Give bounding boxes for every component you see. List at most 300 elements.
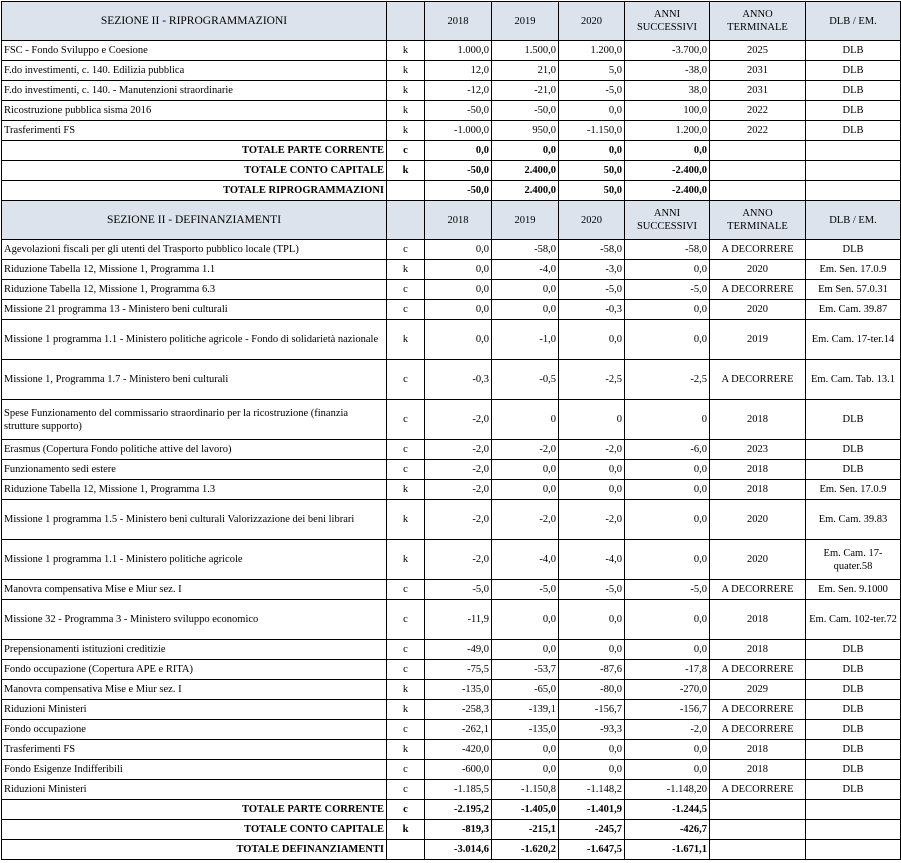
- value-anni-successivi: -2,5: [625, 360, 710, 400]
- total-anni-successivi: -1.671,1: [625, 840, 710, 860]
- row-label: Manovra compensativa Mise e Miur sez. I: [2, 680, 387, 700]
- header-2018: 2018: [425, 2, 492, 41]
- row-type: c: [387, 760, 425, 780]
- value-2020: -5,0: [559, 81, 625, 101]
- value-anno-terminale: 2023: [710, 440, 806, 460]
- table-row: [2, 680, 901, 700]
- value-anno-terminale: 2018: [710, 400, 806, 440]
- value-dlb-em: Em. Cam. Tab. 13.1: [806, 360, 901, 400]
- table-row: [2, 300, 901, 320]
- value-dlb-em: Em Sen. 57.0.31: [806, 280, 901, 300]
- total-label: TOTALE CONTO CAPITALE: [2, 161, 387, 181]
- total-label: TOTALE PARTE CORRENTE: [2, 800, 387, 820]
- row-type: c: [387, 660, 425, 680]
- total-anni-successivi: -1.244,5: [625, 800, 710, 820]
- section-title: SEZIONE II - RIPROGRAMMAZIONI: [2, 2, 387, 41]
- value-dlb-em: DLB: [806, 740, 901, 760]
- value-2020: -1.148,2: [559, 780, 625, 800]
- total-label: TOTALE DEFINANZIAMENTI: [2, 840, 387, 860]
- value-anni-successivi: 0,0: [625, 540, 710, 580]
- total-2020: -245,7: [559, 820, 625, 840]
- value-2020: -3,0: [559, 260, 625, 280]
- value-2019: -21,0: [492, 81, 559, 101]
- header-2020: 2020: [559, 201, 625, 240]
- value-2018: 1.000,0: [425, 41, 492, 61]
- value-anni-successivi: 0,0: [625, 260, 710, 280]
- total-type: c: [387, 141, 425, 161]
- value-anno-terminale: A DECORRERE: [710, 660, 806, 680]
- value-2019: -53,7: [492, 660, 559, 680]
- total-2020: 50,0: [559, 161, 625, 181]
- value-2018: -50,0: [425, 101, 492, 121]
- total-row: [2, 800, 901, 820]
- value-2019: -1,0: [492, 320, 559, 360]
- row-type: c: [387, 280, 425, 300]
- total-empty-terminale: [710, 840, 806, 860]
- table-row: [2, 700, 901, 720]
- value-2018: -2,0: [425, 540, 492, 580]
- total-2019: -1.620,2: [492, 840, 559, 860]
- value-anno-terminale: 2020: [710, 300, 806, 320]
- value-anno-terminale: A DECORRERE: [710, 580, 806, 600]
- value-anni-successivi: 0,0: [625, 740, 710, 760]
- value-dlb-em: DLB: [806, 240, 901, 260]
- value-anno-terminale: 2018: [710, 480, 806, 500]
- value-anni-successivi: 0,0: [625, 480, 710, 500]
- table-row: [2, 61, 901, 81]
- total-anni-successivi: -2.400,0: [625, 181, 710, 201]
- value-dlb-em: Em. Cam. 102-ter.72: [806, 600, 901, 640]
- value-2018: 0,0: [425, 260, 492, 280]
- value-dlb-em: Em. Sen. 17.0.9: [806, 260, 901, 280]
- table-row: [2, 480, 901, 500]
- value-anni-successivi: -58,0: [625, 240, 710, 260]
- value-anno-terminale: 2018: [710, 460, 806, 480]
- value-anni-successivi: -270,0: [625, 680, 710, 700]
- total-anni-successivi: 0,0: [625, 141, 710, 161]
- total-2018: -3.014,6: [425, 840, 492, 860]
- table-row: [2, 260, 901, 280]
- row-type: k: [387, 480, 425, 500]
- value-anni-successivi: 100,0: [625, 101, 710, 121]
- row-label: Fondo occupazione (Copertura APE e RITA): [2, 660, 387, 680]
- value-2019: -58,0: [492, 240, 559, 260]
- row-type: c: [387, 240, 425, 260]
- value-2020: -2,0: [559, 500, 625, 540]
- row-label: Prepensionamenti istituzioni creditizie: [2, 640, 387, 660]
- row-label: Riduzioni Ministeri: [2, 700, 387, 720]
- total-empty-terminale: [710, 800, 806, 820]
- total-label: TOTALE PARTE CORRENTE: [2, 141, 387, 161]
- total-empty-dlb: [806, 800, 901, 820]
- row-label: Riduzioni Ministeri: [2, 780, 387, 800]
- table-row: [2, 780, 901, 800]
- budget-table: [1, 1, 901, 860]
- value-2020: -80,0: [559, 680, 625, 700]
- header-dlb-em: DLB / EM.: [806, 2, 901, 41]
- value-2018: 0,0: [425, 300, 492, 320]
- value-2020: -1.150,0: [559, 121, 625, 141]
- value-2018: -2,0: [425, 500, 492, 540]
- value-2018: -1.000,0: [425, 121, 492, 141]
- row-type: k: [387, 101, 425, 121]
- total-empty-terminale: [710, 141, 806, 161]
- value-2018: -2,0: [425, 400, 492, 440]
- row-type: c: [387, 600, 425, 640]
- value-anno-terminale: 2022: [710, 121, 806, 141]
- value-2018: -2,0: [425, 480, 492, 500]
- value-anni-successivi: 0,0: [625, 600, 710, 640]
- row-type: c: [387, 720, 425, 740]
- header-anni-successivi: ANNI SUCCESSIVI: [625, 2, 710, 41]
- row-label: Missione 21 programma 13 - Ministero beni culturali: [2, 300, 387, 320]
- value-anno-terminale: 2020: [710, 500, 806, 540]
- value-anni-successivi: 38,0: [625, 81, 710, 101]
- total-2020: -1.647,5: [559, 840, 625, 860]
- value-2019: -139,1: [492, 700, 559, 720]
- value-2018: -600,0: [425, 760, 492, 780]
- header-type-cell: [387, 201, 425, 240]
- row-label: Riduzione Tabella 12, Missione 1, Programma 1.1: [2, 260, 387, 280]
- value-2019: 0,0: [492, 640, 559, 660]
- value-anni-successivi: 0,0: [625, 500, 710, 540]
- value-2020: 0,0: [559, 640, 625, 660]
- value-anno-terminale: A DECORRERE: [710, 700, 806, 720]
- table-row: [2, 660, 901, 680]
- value-2018: -49,0: [425, 640, 492, 660]
- value-dlb-em: DLB: [806, 680, 901, 700]
- row-type: k: [387, 540, 425, 580]
- value-2020: 0,0: [559, 740, 625, 760]
- total-row: [2, 820, 901, 840]
- total-2019: -1.405,0: [492, 800, 559, 820]
- value-2018: -135,0: [425, 680, 492, 700]
- value-2019: -0,5: [492, 360, 559, 400]
- value-2019: 0,0: [492, 280, 559, 300]
- row-type: k: [387, 700, 425, 720]
- value-2019: 0,0: [492, 600, 559, 640]
- total-empty-dlb: [806, 161, 901, 181]
- section-title: SEZIONE II - DEFINANZIAMENTI: [2, 201, 387, 240]
- total-2018: -2.195,2: [425, 800, 492, 820]
- header-2018: 2018: [425, 201, 492, 240]
- row-type: c: [387, 780, 425, 800]
- table-row: [2, 360, 901, 400]
- total-row: [2, 141, 901, 161]
- row-type: k: [387, 680, 425, 700]
- value-anno-terminale: 2020: [710, 540, 806, 580]
- value-anno-terminale: A DECORRERE: [710, 240, 806, 260]
- value-anni-successivi: 0: [625, 400, 710, 440]
- value-2019: -1.150,8: [492, 780, 559, 800]
- value-anni-successivi: 1.200,0: [625, 121, 710, 141]
- header-2020: 2020: [559, 2, 625, 41]
- value-2018: -0,3: [425, 360, 492, 400]
- value-dlb-em: DLB: [806, 400, 901, 440]
- total-2019: -215,1: [492, 820, 559, 840]
- value-2020: 0: [559, 400, 625, 440]
- value-anni-successivi: -17,8: [625, 660, 710, 680]
- row-label: F.do investimenti, c. 140. Edilizia pubblica: [2, 61, 387, 81]
- table-row: [2, 640, 901, 660]
- value-2019: 0,0: [492, 300, 559, 320]
- table-row: [2, 41, 901, 61]
- row-label: Missione 1, Programma 1.7 - Ministero beni culturali: [2, 360, 387, 400]
- row-label: Missione 1 programma 1.1 - Ministero politiche agricole: [2, 540, 387, 580]
- table-row: [2, 101, 901, 121]
- total-2019: 2.400,0: [492, 181, 559, 201]
- total-2019: 0,0: [492, 141, 559, 161]
- value-2018: -420,0: [425, 740, 492, 760]
- total-2020: -1.401,9: [559, 800, 625, 820]
- total-anni-successivi: -426,7: [625, 820, 710, 840]
- row-label: Riduzione Tabella 12, Missione 1, Programma 6.3: [2, 280, 387, 300]
- value-2020: 0,0: [559, 600, 625, 640]
- total-empty-dlb: [806, 141, 901, 161]
- total-empty-dlb: [806, 840, 901, 860]
- total-type: k: [387, 161, 425, 181]
- table-row: [2, 500, 901, 540]
- value-anni-successivi: -5,0: [625, 280, 710, 300]
- value-anni-successivi: 0,0: [625, 640, 710, 660]
- table-row: [2, 720, 901, 740]
- row-label: Fondo occupazione: [2, 720, 387, 740]
- value-dlb-em: Em. Sen. 9.1000: [806, 580, 901, 600]
- section-header-row: [2, 201, 901, 240]
- value-2019: -50,0: [492, 101, 559, 121]
- value-2020: 0,0: [559, 760, 625, 780]
- value-2018: -2,0: [425, 460, 492, 480]
- row-label: Trasferimenti FS: [2, 740, 387, 760]
- value-2019: 0,0: [492, 480, 559, 500]
- row-type: k: [387, 320, 425, 360]
- value-2019: -4,0: [492, 260, 559, 280]
- value-2019: 1.500,0: [492, 41, 559, 61]
- table-row: [2, 460, 901, 480]
- value-anno-terminale: A DECORRERE: [710, 280, 806, 300]
- total-anni-successivi: -2.400,0: [625, 161, 710, 181]
- value-2019: -2,0: [492, 440, 559, 460]
- total-empty-dlb: [806, 181, 901, 201]
- value-2020: 0,0: [559, 480, 625, 500]
- row-label: Missione 1 programma 1.1 - Ministero politiche agricole - Fondo di solidarietà nazionale: [2, 320, 387, 360]
- value-2020: -58,0: [559, 240, 625, 260]
- value-anni-successivi: 0,0: [625, 300, 710, 320]
- value-dlb-em: Em. Sen. 17.0.9: [806, 480, 901, 500]
- value-2018: -11,9: [425, 600, 492, 640]
- header-2019: 2019: [492, 201, 559, 240]
- value-2018: -75,5: [425, 660, 492, 680]
- value-anni-successivi: -3.700,0: [625, 41, 710, 61]
- total-row: [2, 161, 901, 181]
- total-type: c: [387, 800, 425, 820]
- total-row: [2, 840, 901, 860]
- value-anni-successivi: -156,7: [625, 700, 710, 720]
- value-dlb-em: DLB: [806, 640, 901, 660]
- value-2019: 0,0: [492, 740, 559, 760]
- value-2018: -1.185,5: [425, 780, 492, 800]
- header-anno-terminale: ANNO TERMINALE: [710, 201, 806, 240]
- value-2019: -2,0: [492, 500, 559, 540]
- value-2018: 0,0: [425, 280, 492, 300]
- value-dlb-em: DLB: [806, 660, 901, 680]
- table-row: [2, 540, 901, 580]
- value-2019: 0,0: [492, 460, 559, 480]
- value-anno-terminale: 2029: [710, 680, 806, 700]
- value-dlb-em: DLB: [806, 720, 901, 740]
- total-label: TOTALE CONTO CAPITALE: [2, 820, 387, 840]
- total-type: [387, 840, 425, 860]
- row-label: Missione 1 programma 1.5 - Ministero beni culturali Valorizzazione dei beni librari: [2, 500, 387, 540]
- value-anno-terminale: 2019: [710, 320, 806, 360]
- value-dlb-em: DLB: [806, 760, 901, 780]
- row-label: Fondo Esigenze Indifferibili: [2, 760, 387, 780]
- value-dlb-em: DLB: [806, 81, 901, 101]
- row-type: k: [387, 740, 425, 760]
- total-type: k: [387, 820, 425, 840]
- value-2019: 0: [492, 400, 559, 440]
- header-type-cell: [387, 2, 425, 41]
- table-row: [2, 320, 901, 360]
- value-2020: 1.200,0: [559, 41, 625, 61]
- value-2020: -4,0: [559, 540, 625, 580]
- value-2018: -12,0: [425, 81, 492, 101]
- value-anni-successivi: -1.148,20: [625, 780, 710, 800]
- header-anni-successivi: ANNI SUCCESSIVI: [625, 201, 710, 240]
- value-dlb-em: Em. Cam. 17-quater.58: [806, 540, 901, 580]
- row-type: c: [387, 640, 425, 660]
- value-anni-successivi: -5,0: [625, 580, 710, 600]
- row-label: FSC - Fondo Sviluppo e Coesione: [2, 41, 387, 61]
- value-dlb-em: DLB: [806, 440, 901, 460]
- row-type: k: [387, 500, 425, 540]
- value-2020: 0,0: [559, 101, 625, 121]
- row-type: k: [387, 41, 425, 61]
- value-2018: -2,0: [425, 440, 492, 460]
- row-type: c: [387, 360, 425, 400]
- value-dlb-em: Em. Cam. 39.87: [806, 300, 901, 320]
- table-row: [2, 440, 901, 460]
- total-2020: 50,0: [559, 181, 625, 201]
- header-2019: 2019: [492, 2, 559, 41]
- table-row: [2, 81, 901, 101]
- row-type: c: [387, 580, 425, 600]
- row-type: k: [387, 260, 425, 280]
- value-anni-successivi: -2,0: [625, 720, 710, 740]
- table-row: [2, 280, 901, 300]
- value-anni-successivi: 0,0: [625, 760, 710, 780]
- row-label: Ricostruzione pubblica sisma 2016: [2, 101, 387, 121]
- value-anno-terminale: A DECORRERE: [710, 360, 806, 400]
- header-dlb-em: DLB / EM.: [806, 201, 901, 240]
- table-row: [2, 760, 901, 780]
- total-row: [2, 181, 901, 201]
- section-header-row: [2, 2, 901, 41]
- value-2020: -2,0: [559, 440, 625, 460]
- row-label: Manovra compensativa Mise e Miur sez. I: [2, 580, 387, 600]
- value-dlb-em: DLB: [806, 700, 901, 720]
- value-2019: 950,0: [492, 121, 559, 141]
- value-dlb-em: DLB: [806, 780, 901, 800]
- value-dlb-em: DLB: [806, 101, 901, 121]
- row-type: k: [387, 81, 425, 101]
- value-anno-terminale: 2018: [710, 640, 806, 660]
- value-anno-terminale: 2022: [710, 101, 806, 121]
- value-2018: -5,0: [425, 580, 492, 600]
- row-type: c: [387, 440, 425, 460]
- total-empty-terminale: [710, 820, 806, 840]
- value-anno-terminale: 2025: [710, 41, 806, 61]
- row-label: Spese Funzionamento del commissario straordinario per la ricostruzione (finanzia strutture supporto): [2, 400, 387, 440]
- value-2020: 5,0: [559, 61, 625, 81]
- value-2018: 0,0: [425, 320, 492, 360]
- table-row: [2, 121, 901, 141]
- value-dlb-em: DLB: [806, 61, 901, 81]
- value-anno-terminale: 2018: [710, 740, 806, 760]
- value-2019: 21,0: [492, 61, 559, 81]
- row-label: Missione 32 - Programma 3 - Ministero sviluppo economico: [2, 600, 387, 640]
- row-label: Riduzione Tabella 12, Missione 1, Programma 1.3: [2, 480, 387, 500]
- value-2020: -156,7: [559, 700, 625, 720]
- value-2018: 0,0: [425, 240, 492, 260]
- row-type: c: [387, 460, 425, 480]
- row-label: F.do investimenti, c. 140. - Manutenzioni straordinarie: [2, 81, 387, 101]
- value-dlb-em: Em. Cam. 39.83: [806, 500, 901, 540]
- value-anno-terminale: 2018: [710, 600, 806, 640]
- total-type: [387, 181, 425, 201]
- value-anno-terminale: A DECORRERE: [710, 780, 806, 800]
- value-anno-terminale: 2031: [710, 81, 806, 101]
- total-2018: -50,0: [425, 181, 492, 201]
- total-2020: 0,0: [559, 141, 625, 161]
- total-2018: -819,3: [425, 820, 492, 840]
- row-type: c: [387, 300, 425, 320]
- row-type: c: [387, 400, 425, 440]
- value-2019: -135,0: [492, 720, 559, 740]
- table-row: [2, 740, 901, 760]
- row-label: Agevolazioni fiscali per gli utenti del Trasporto pubblico locale (TPL): [2, 240, 387, 260]
- row-type: k: [387, 61, 425, 81]
- total-label: TOTALE RIPROGRAMMAZIONI: [2, 181, 387, 201]
- value-2019: -5,0: [492, 580, 559, 600]
- value-anni-successivi: 0,0: [625, 460, 710, 480]
- total-2019: 2.400,0: [492, 161, 559, 181]
- value-anno-terminale: 2031: [710, 61, 806, 81]
- value-2020: -2,5: [559, 360, 625, 400]
- table-row: [2, 240, 901, 260]
- value-anni-successivi: -6,0: [625, 440, 710, 460]
- row-label: Funzionamento sedi estere: [2, 460, 387, 480]
- value-dlb-em: DLB: [806, 121, 901, 141]
- table-row: [2, 580, 901, 600]
- value-anni-successivi: -38,0: [625, 61, 710, 81]
- value-2020: 0,0: [559, 320, 625, 360]
- value-anno-terminale: A DECORRERE: [710, 720, 806, 740]
- table-row: [2, 400, 901, 440]
- value-dlb-em: DLB: [806, 41, 901, 61]
- value-2019: -65,0: [492, 680, 559, 700]
- total-empty-terminale: [710, 161, 806, 181]
- value-anno-terminale: 2018: [710, 760, 806, 780]
- table-row: [2, 600, 901, 640]
- value-2020: -5,0: [559, 280, 625, 300]
- total-2018: -50,0: [425, 161, 492, 181]
- header-anno-terminale: ANNO TERMINALE: [710, 2, 806, 41]
- value-2018: -262,1: [425, 720, 492, 740]
- row-label: Trasferimenti FS: [2, 121, 387, 141]
- value-2020: -0,3: [559, 300, 625, 320]
- row-type: k: [387, 121, 425, 141]
